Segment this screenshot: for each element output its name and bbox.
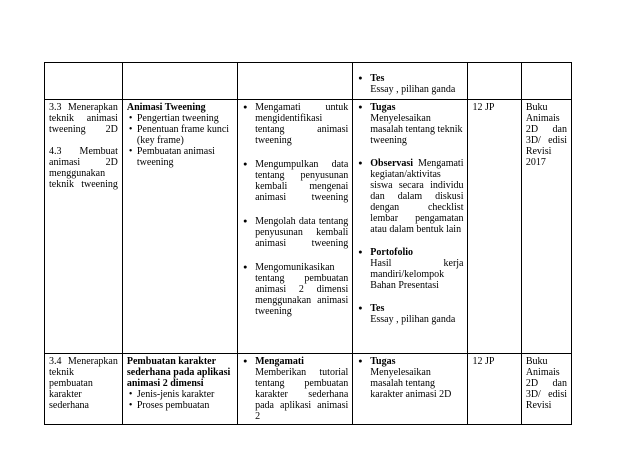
assessment-title: Tes [370,73,385,84]
activity-item: ● Mengolah data tentang penyusunan kembali animasi tweening [242,216,348,249]
assessment-cell [353,63,468,100]
assessment-desc: Hasil kerja mandiri/kelompok Bahan Presentasi [370,258,464,291]
assessment-desc: Menyelesaikan masalah tentang teknik tweening [370,113,463,146]
competency-text: 3.4 Menerapkan teknik pembuatan karakter sederhana [49,356,118,411]
assessment-item [357,158,463,235]
assessment-desc: Essay , pilihan ganda [370,84,456,95]
time-cell [468,354,521,425]
table-row [45,63,572,100]
assessment-title: Tugas [370,102,396,113]
syllabus-table [44,62,572,425]
material-cell [122,354,237,425]
material-title: Pembuatan karakter sederhana pada aplikasi animasi 2 dimensi [126,356,231,389]
activity-item: ● Mengomunikasikan tentang pembuatan animasi 2 dimensi menggunakan animasi tweening [242,262,348,317]
source-cell [521,100,571,354]
competency-cell [45,100,123,354]
activity-item: ● Mengamati untuk mengidentifikasi tentang animasi tweening [242,102,348,146]
table-row [45,354,572,425]
assessment-title: Observasi [370,158,414,169]
source-text: Buku Animais 2D dan 3D/ edisi Revisi [525,356,567,411]
material-cell [122,100,237,354]
assessment-title: Tes [370,303,385,314]
competency-cell [45,63,123,100]
time-value: 12 JP [472,102,495,113]
assessment-item [357,303,463,325]
activity-desc: Memberikan tutorial tentang pembuatan karakter sederhana pada aplikasi animasi 2 [255,367,349,422]
time-value: 12 JP [472,356,495,367]
table-row [45,100,572,354]
activity-item: ● Mengumpulkan data tentang penyusunan kembali mengenai animasi tweening [242,159,348,203]
activity-title: Mengamati [255,356,304,367]
source-cell [521,354,571,425]
source-cell [521,63,571,100]
competency-text: 4.3 Membuat animasi 2D menggunakan teknik tweening [49,146,118,190]
assessment-item [357,73,463,95]
time-cell [468,63,521,100]
competency-cell [45,354,123,425]
material-item: • Penentuan frame kunci (key frame) [127,124,233,146]
material-title: Animasi Tweening [126,102,206,113]
source-text: Buku Animais 2D dan 3D/ edisi Revisi 2017 [525,102,567,168]
competency-text: 3.3 Menerapkan teknik animasi tweening 2D [49,102,118,135]
material-item: • Proses pembuatan [127,400,233,411]
assessment-desc: Mengamati kegiatan/aktivitas siswa secara individu dan dalam diskusi dengan checklist lembar pengamatan atau dalam bentuk lain [370,158,464,235]
assessment-item [357,356,463,400]
material-item: • Pembuatan animasi tweening [127,146,233,168]
material-item: • Pengertian tweening [127,113,233,124]
activity-item [242,356,348,422]
assessment-desc: Essay , pilihan ganda [370,314,456,325]
material-item: • Jenis-jenis karakter [127,389,233,400]
assessment-item [357,247,463,291]
activity-cell [238,100,353,354]
activity-cell [238,63,353,100]
assessment-desc: Menyelesaikan masalah tentang karakter animasi 2D [370,367,452,400]
assessment-item [357,102,463,146]
assessment-title: Tugas [370,356,396,367]
assessment-cell [353,354,468,425]
material-cell [122,63,237,100]
time-cell [468,100,521,354]
assessment-title: Portofolio [370,247,414,258]
activity-cell [238,354,353,425]
assessment-cell [353,100,468,354]
